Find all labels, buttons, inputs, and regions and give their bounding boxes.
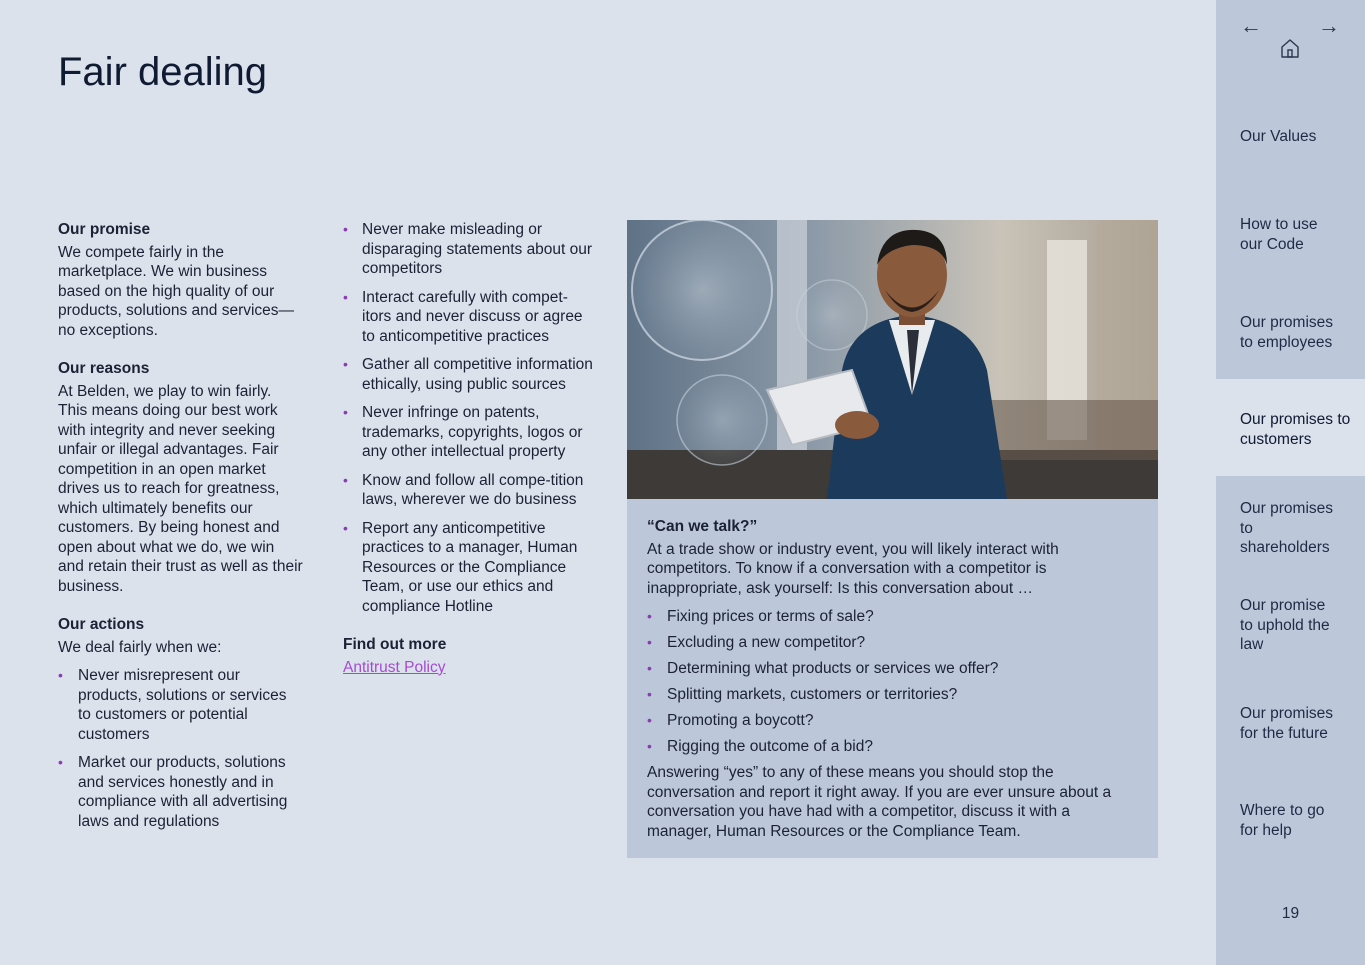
list-item: • Promoting a boycott? <box>647 711 1138 731</box>
sidebar-item-uphold-law[interactable]: Our promise to uphold the law <box>1240 597 1330 653</box>
list-item: • Report any anticompetitive practices to a manager, Human Resources or the Compliance Team, or use our ethics and compliance Hotline <box>343 519 593 617</box>
callout-questions <box>647 607 1138 757</box>
sidebar-item-customers[interactable]: Our promises to customers <box>1216 379 1365 476</box>
home-icon[interactable] <box>1279 37 1301 59</box>
promise-text: We compete fairly in the marketplace. We win business based on the high quality of our products, solutions and services—no exceptions. <box>58 243 295 339</box>
antitrust-policy-link[interactable]: Antitrust Policy <box>343 658 446 676</box>
list-item: • Determining what products or services we offer? <box>647 659 1138 679</box>
actions-intro: We deal fairly when we: <box>58 638 222 656</box>
column-middle <box>343 220 593 677</box>
actions-list-left <box>58 666 303 831</box>
arrow-right-icon[interactable]: → <box>1318 13 1340 38</box>
can-we-talk-callout <box>627 499 1158 858</box>
businessman-photo <box>627 220 1158 499</box>
actions-list-right <box>343 220 593 616</box>
sidebar-item-future[interactable]: Our promises for the future <box>1240 705 1334 742</box>
sidebar-item-how-to-use[interactable]: How to use our Code <box>1240 216 1318 253</box>
callout-intro: At a trade show or industry event, you will likely interact with competitors. To know if a conversation with a competitor is inappropriate, ask yourself: Is this conversation about … <box>647 540 1059 597</box>
page-number: 19 <box>1281 905 1300 922</box>
sidebar-item-our-values[interactable]: Our Values <box>1240 128 1317 145</box>
list-item: • Never make misleading or disparaging statements about our competitors <box>343 220 593 279</box>
list-item: • Know and follow all compe-tition laws, wherever we do business <box>343 471 593 510</box>
list-item: • Never infringe on patents, trademarks, copyrights, logos or any other intellectual property <box>343 403 593 462</box>
find-out-more-heading: Find out more <box>343 636 447 653</box>
sidebar-nav <box>1216 0 1365 965</box>
list-item: • Excluding a new competitor? <box>647 633 1138 653</box>
callout-heading: “Can we talk?” <box>647 518 758 535</box>
reasons-text: At Belden, we play to win fairly. This means doing our best work with integrity and never seeking unfair or illegal advantages. Fair competition in an open market drives us to reach for greatness, which ultimately benefits our customers. By being honest and open about what we do, we win and retain their trust as well as their business. <box>58 382 303 595</box>
sidebar-item-employees[interactable]: Our promises to employees <box>1240 314 1334 351</box>
list-item: • Interact carefully with compet-itors and never discuss or agree to anticompetitive practices <box>343 288 593 347</box>
list-item: • Splitting markets, customers or territories? <box>647 685 1138 705</box>
list-item: • Fixing prices or terms of sale? <box>647 607 1138 627</box>
list-item: • Market our products, solutions and services honestly and in compliance with all advertising laws and regulations <box>58 753 303 831</box>
photo-illustration <box>627 220 1158 499</box>
column-left <box>58 220 303 840</box>
callout-conclusion: Answering “yes” to any of these means you should stop the conversation and report it right away. If you are ever unsure about a conversation you have had with a competitor, discuss it with a manager, Human Resources or the Compliance Team. <box>647 764 1112 840</box>
arrow-left-icon[interactable]: ← <box>1240 13 1262 38</box>
list-item: • Never misrepresent our products, solutions or services to customers or potential customers <box>58 666 303 744</box>
page-title: Fair dealing <box>58 50 268 94</box>
promise-heading: Our promise <box>58 221 151 238</box>
sidebar-item-help[interactable]: Where to go for help <box>1240 802 1325 839</box>
list-item: • Rigging the outcome of a bid? <box>647 737 1138 757</box>
list-item: • Gather all competitive information ethically, using public sources <box>343 355 593 394</box>
actions-heading: Our actions <box>58 616 145 633</box>
sidebar-item-shareholders[interactable]: Our promises to shareholders <box>1240 500 1334 556</box>
reasons-heading: Our reasons <box>58 360 150 377</box>
